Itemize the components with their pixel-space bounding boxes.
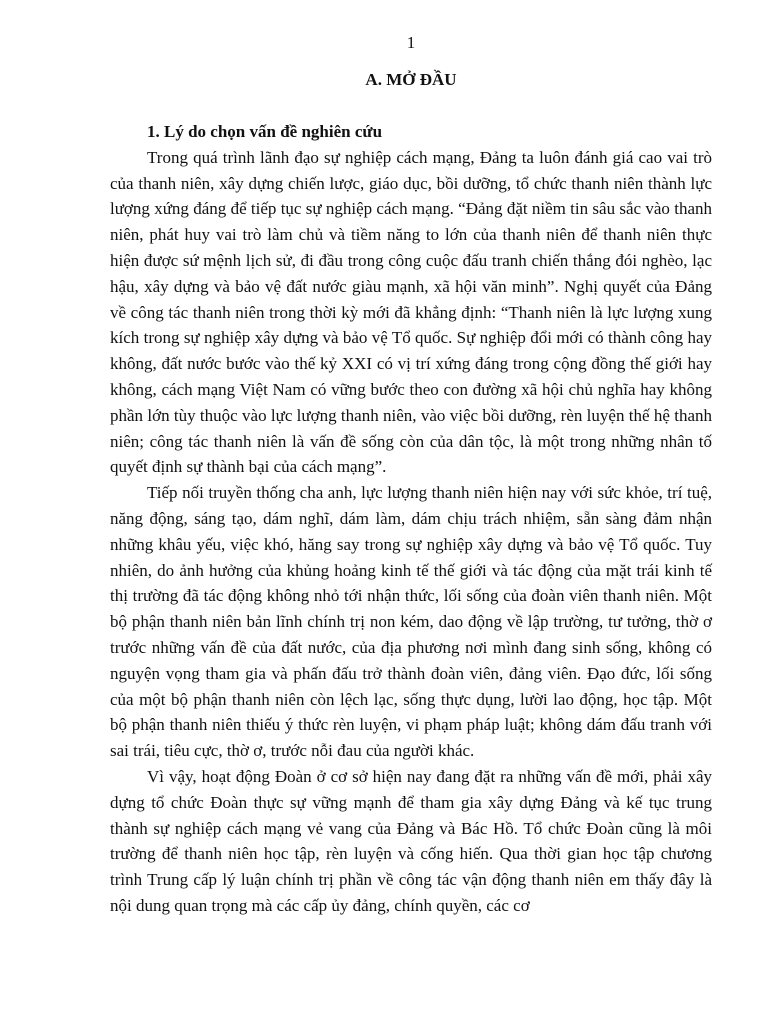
subheading: 1. Lý do chọn vấn đề nghiên cứu <box>147 122 383 141</box>
section-title: A. MỞ ĐẦU <box>365 70 457 89</box>
page-number: 1 <box>406 33 416 52</box>
document-body <box>110 119 712 919</box>
paragraph: Trong quá trình lãnh đạo sự nghiệp cách mạng, Đảng ta luôn đánh giá cao vai trò của thanh niên, xây dựng chiến lược, giáo dục, bồi dưỡng, tổ chức thanh niên thành lực lượng xứng đáng để tiếp tục sự nghiệp cách mạng. “Đảng đặt niềm tin sâu sắc vào thanh niên, phát huy vai trò làm chủ và tiềm năng to lớn của thanh niên để thanh niên thực hiện được sứ mệnh lịch sử, đi đầu trong công cuộc đấu tranh chiến thắng đói nghèo, lạc hậu, xây dựng và bảo vệ đất nước giàu mạnh, xã hội văn minh”. Nghị quyết của Đảng về công tác thanh niên trong thời kỳ mới đã khẳng định: “Thanh niên là lực lượng xung kích trong sự nghiệp xây dựng và bảo vệ Tổ quốc. Sự nghiệp đổi mới có thành công hay không, đất nước bước vào thế kỷ XXI có vị trí xứng đáng trong cộng đồng thế giới hay không, cách mạng Việt Nam có vững bước theo con đường xã hội chủ nghĩa hay không phần lớn tùy thuộc vào lực lượng thanh niên, vào việc bồi dưỡng, rèn luyện thế hệ thanh niên; công tác thanh niên là vấn đề sống còn của dân tộc, là một trong những nhân tố quyết định sự thành bại của cách mạng”. <box>110 147 712 477</box>
paragraph: Tiếp nối truyền thống cha anh, lực lượng thanh niên hiện nay với sức khỏe, trí tuệ, năng động, sáng tạo, dám nghĩ, dám làm, dám chịu trách nhiệm, sẵn sàng đảm nhận những khâu yếu, việc khó, hăng say trong sự nghiệp xây dựng và bảo vệ Tổ quốc. Tuy nhiên, do ảnh hưởng của khủng hoảng kinh tế thế giới và tác động của mặt trái kinh tế thị trường đã tác động không nhỏ tới nhận thức, lối sống của đoàn viên thanh niên. Một bộ phận thanh niên bản lĩnh chính trị non kém, dao động về lập trường, tư tưởng, thờ ơ trước những vấn đề của đất nước, của địa phương nơi mình đang sinh sống, không có nguyện vọng tham gia và phấn đấu trở thành đoàn viên, đảng viên. Đạo đức, lối sống của một bộ phận thanh niên còn lệch lạc, sống thực dụng, lười lao động, học tập. Một bộ phận thanh niên thiếu ý thức rèn luyện, vi phạm pháp luật; không dám đấu tranh với sai trái, tiêu cực, thờ ơ, trước nỗi đau của người khác. <box>110 483 712 761</box>
paragraph: Vì vậy, hoạt động Đoàn ở cơ sở hiện nay đang đặt ra những vấn đề mới, phải xây dựng tổ chức Đoàn thực sự vững mạnh để tham gia xây dựng Đảng và kế tục trung thành sự nghiệp cách mạng vẻ vang của Đảng và Bác Hồ. Tổ chức Đoàn cũng là môi trường để thanh niên học tập, rèn luyện và cống hiến. Qua thời gian học tập chương trình Trung cấp lý luận chính trị phần về công tác vận động thanh niên em thấy đây là nội dung quan trọng mà các cấp ủy đảng, chính quyền, các cơ <box>110 766 712 915</box>
